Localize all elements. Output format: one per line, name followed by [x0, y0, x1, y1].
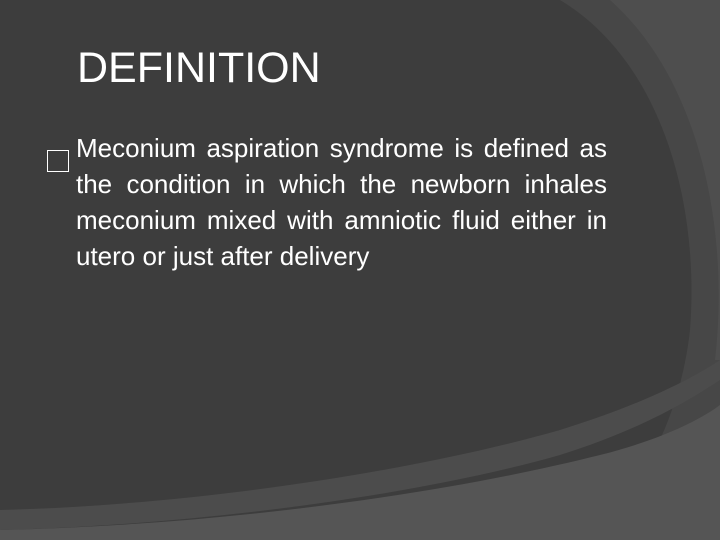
- square-bullet-icon: [47, 150, 69, 172]
- bullet-text: Meconium aspiration syndrome is defined as the condition in which the newborn inhales meconium mixed with amniotic fluid either in utero or just after delivery: [76, 133, 607, 271]
- slide-title: DEFINITION: [77, 44, 321, 92]
